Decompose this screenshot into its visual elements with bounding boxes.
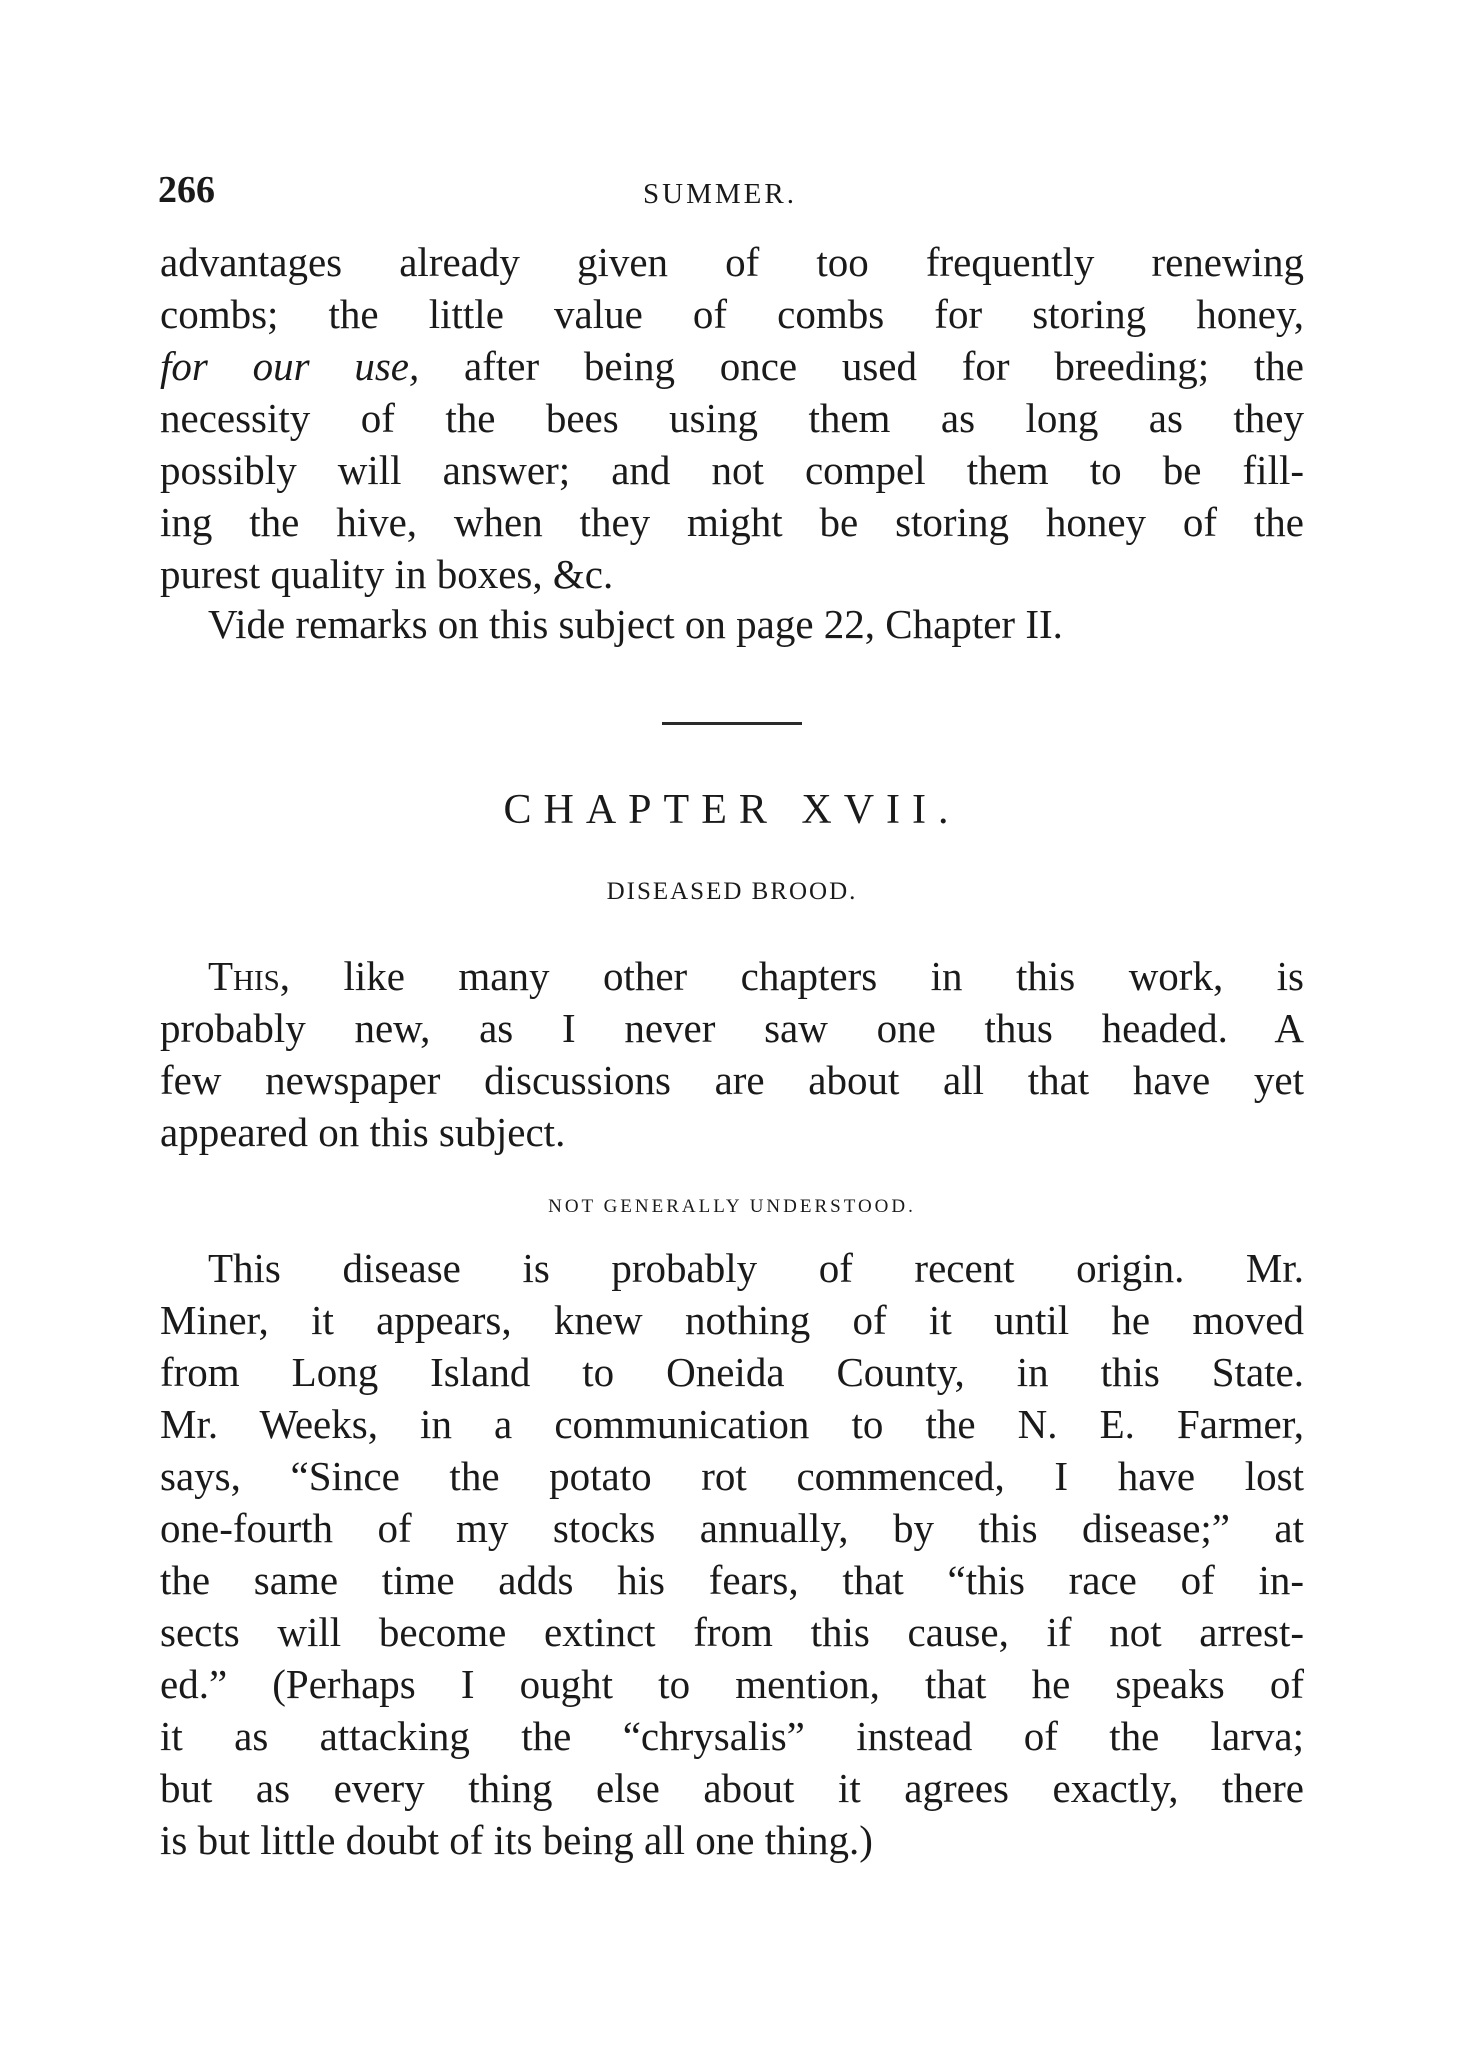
text-line: sects will become extinct from this cause, if not arrest- <box>160 1609 1304 1655</box>
text-line: advantages already given of too frequently renewing <box>160 239 1304 285</box>
paragraph-advantages <box>160 236 1304 600</box>
page-number: 266 <box>158 169 215 211</box>
running-title: SUMMER. <box>643 178 797 210</box>
text-line: the same time adds his fears, that “this race of in- <box>160 1557 1304 1603</box>
section-rule <box>662 722 802 725</box>
text-line: from Long Island to Oneida County, in this State. <box>160 1349 1304 1395</box>
text-line: possibly will answer; and not compel them to be fill- <box>160 447 1304 493</box>
text-line: purest quality in boxes, &c. <box>160 551 614 597</box>
text-line: ed.” (Perhaps I ought to mention, that he speaks of <box>160 1661 1304 1707</box>
text-line: one-fourth of my stocks annually, by this disease;” at <box>160 1505 1304 1551</box>
text-line: Mr. Weeks, in a communication to the N. E. Farmer, <box>160 1401 1304 1447</box>
text-line: Miner, it appears, knew nothing of it until he moved <box>160 1297 1304 1343</box>
text-line: says, “Since the potato rot commenced, I have lost <box>160 1453 1304 1499</box>
running-head <box>158 168 1306 218</box>
text-line <box>160 340 1304 392</box>
paragraph-vide-remarks <box>160 598 1304 650</box>
text-line: appeared on this subject. <box>160 1109 566 1155</box>
text-line-rest: like many other chapters in this work, is <box>343 953 1304 999</box>
text-line: probably new, as I never saw one thus headed. A <box>160 1005 1304 1051</box>
text-line-rest: after being once used for breeding; the <box>464 343 1304 389</box>
text-line: it as attacking the “chrysalis” instead of the larva; <box>160 1713 1304 1759</box>
chapter-title: CHAPTER XVII. <box>503 787 961 833</box>
text-line: few newspaper discussions are about all that have yet <box>160 1057 1304 1103</box>
paragraph-this-chapter <box>160 950 1304 1158</box>
chapter-subtitle: DISEASED BROOD. <box>606 878 858 905</box>
text-line: necessity of the bees using them as long as they <box>160 395 1304 441</box>
text-line: combs; the little value of combs for storing honey, <box>160 291 1304 337</box>
italic-phrase: for our use, <box>160 343 420 389</box>
paragraph-disease-origin <box>160 1242 1304 1866</box>
text-line: but as every thing else about it agrees exactly, there <box>160 1765 1304 1811</box>
text-line: This disease is probably of recent origin. Mr. <box>208 1245 1304 1291</box>
section-heading: NOT GENERALLY UNDERSTOOD. <box>548 1196 916 1217</box>
text-line: Vide remarks on this subject on page 22, Chapter II. <box>208 601 1063 647</box>
lead-word: This, <box>208 953 291 999</box>
text-line <box>160 950 1304 1002</box>
text-line: is but little doubt of its being all one thing.) <box>160 1817 873 1863</box>
text-line: ing the hive, when they might be storing honey of the <box>160 499 1304 545</box>
